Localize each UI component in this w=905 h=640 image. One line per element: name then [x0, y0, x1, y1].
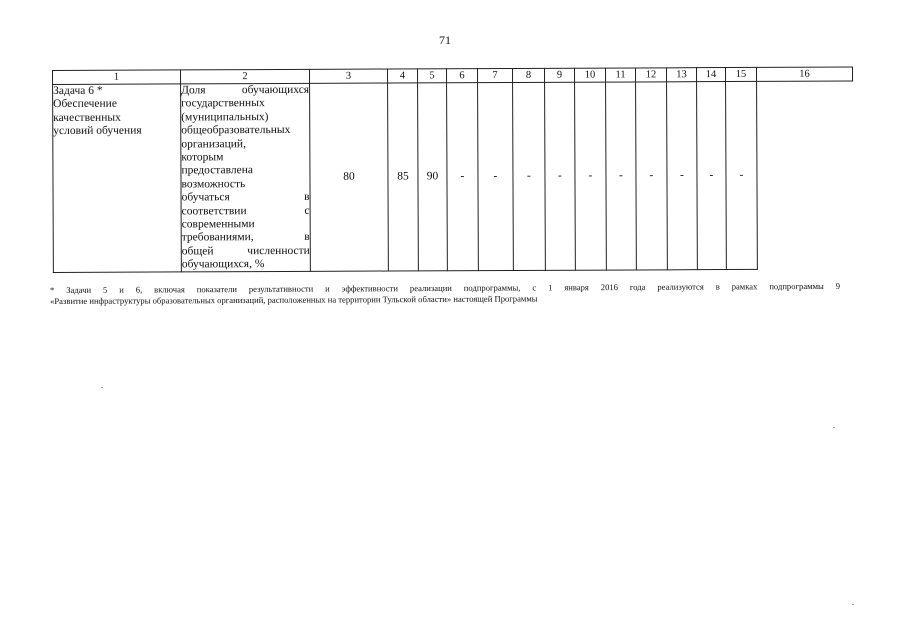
column-header: 16 [756, 67, 852, 81]
table-row [53, 81, 854, 273]
indicator-word: требованиями, [181, 231, 254, 244]
task-cell [53, 84, 182, 273]
task-line: Задача 6 * [53, 84, 103, 97]
indicator-word: обучающихся [241, 83, 310, 97]
indicator-line: которым [181, 151, 224, 164]
indicator-word: общей [181, 244, 214, 258]
indicator-word: соответствии [181, 204, 247, 217]
value-cell: - [447, 83, 479, 272]
indicator-line [182, 191, 310, 205]
footnote-line: «Развитие инфраструктуры образовательных организаций, расположенных на территории Тульской области» настоящей Программы [50, 293, 538, 306]
column-header: 1 [53, 70, 181, 85]
indicator-word: Доля [181, 84, 206, 97]
column-header: 4 [387, 69, 417, 83]
value-cell: - [667, 82, 698, 271]
footnote-line: * Задачи 5 и 6, включая показатели результативности и эффективности реализации подпрограммы, с 1 января 2016 года реализуются в рамках подпрограммы 9 [50, 280, 841, 295]
indicator-word: в [304, 191, 310, 204]
indicator-line: общеобразовательных [181, 124, 291, 137]
value-cell: - [478, 82, 514, 271]
column-header: 13 [666, 68, 696, 82]
indicator-line: (муниципальных) [181, 110, 269, 124]
indicator-line: возможность [181, 177, 246, 191]
column-header: 14 [696, 68, 725, 82]
value-cell: 85 [388, 83, 419, 272]
scan-speck [101, 387, 103, 388]
indicator-word: обучаться [181, 191, 230, 204]
indicator-line [182, 245, 310, 259]
indicator-line [182, 204, 310, 218]
indicator-line: государственных [181, 97, 265, 110]
task-line: условий обучения [53, 124, 142, 138]
column-header: 11 [605, 68, 635, 82]
column-header: 2 [181, 69, 310, 84]
value-cell: - [545, 82, 576, 271]
footnote [50, 281, 840, 307]
indicator-word: в [304, 231, 310, 244]
column-header: 7 [477, 68, 512, 82]
value-cell: - [697, 82, 727, 271]
indicator-line: обучающихся, % [181, 258, 265, 271]
column-header: 9 [544, 68, 574, 82]
column-header: 5 [417, 69, 446, 83]
scan-speck [852, 604, 854, 605]
task-line: Обеспечение [53, 98, 117, 111]
page-number: 71 [439, 33, 451, 47]
indicator-line: современными [181, 218, 255, 231]
value-cell: - [575, 82, 607, 271]
indicators-table [52, 67, 854, 274]
column-header: 10 [574, 68, 605, 82]
value-cell: 90 [418, 83, 448, 272]
task-line: качественных [53, 111, 121, 124]
indicator-line: предоставлена [181, 164, 253, 177]
indicator-line [181, 84, 309, 98]
scan-speck [833, 427, 835, 428]
column-header: 12 [635, 68, 666, 82]
column-header: 15 [725, 67, 756, 81]
indicator-line [182, 231, 310, 245]
value-cell: - [606, 82, 637, 271]
indicator-line: организаций, [181, 137, 246, 150]
column-header: 8 [512, 68, 544, 82]
indicator-cell [181, 83, 311, 272]
value-cell: 80 [310, 83, 389, 272]
column-header: 3 [309, 69, 387, 83]
column-header: 6 [446, 69, 477, 83]
value-cell: - [636, 82, 668, 271]
value-cell: - [726, 81, 758, 270]
value-cell: - [513, 82, 546, 271]
indicator-word: численности [247, 244, 310, 257]
indicator-word: с [304, 204, 310, 217]
